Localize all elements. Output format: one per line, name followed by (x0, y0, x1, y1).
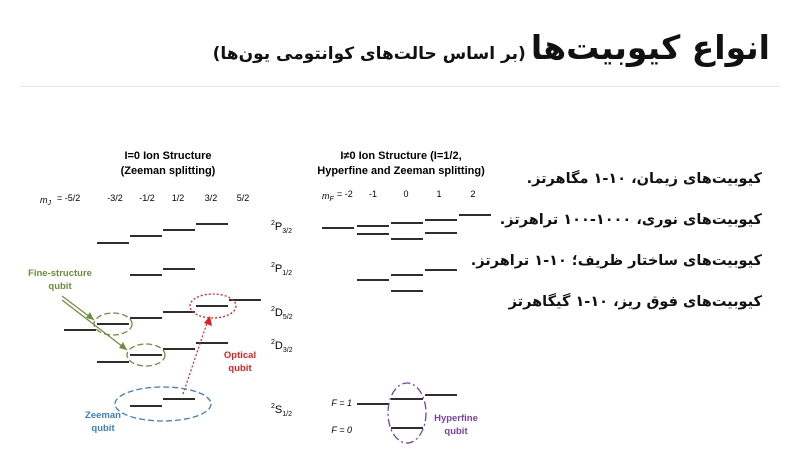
right-title-line1: I≠0 Ion Structure (I=1/2, (340, 150, 462, 162)
fine-structure-label-2: qubit (48, 281, 72, 292)
mf-value: 2 (470, 189, 476, 199)
optical-arrow (183, 320, 208, 394)
f-label-1: F = 1 (331, 398, 352, 408)
level-label-2D3-2: $^2D_{3/2}$ (271, 339, 293, 354)
mf-value: 0 (403, 189, 409, 199)
left-title-line2: (Zeeman splitting) (120, 165, 216, 177)
level-label-2P1-2: $^2P_{1/2}$ (271, 262, 292, 277)
list-item: کیوبیت‌های فوق ریز، ۱۰-۱ گیگاهرتز (508, 294, 762, 310)
optical-label-2: qubit (228, 363, 252, 374)
mf-label: $m_F$ (322, 191, 334, 203)
left-title-line1: I=0 Ion Structure (124, 150, 212, 162)
hyperfine-ellipse (388, 383, 426, 443)
level-label-2S1-2: $^2S_{1/2}$ (271, 403, 292, 418)
title-main: انواع کیوبیت‌ها (530, 28, 770, 67)
mf-value: 1 (436, 189, 442, 199)
mf-value: = -2 (337, 189, 353, 199)
mj-value: = -5/2 (57, 193, 81, 203)
list-item: کیوبیت‌های زیمان، ۱۰-۱ مگاهرتز. (526, 171, 762, 187)
hyperfine-label-1: Hyperfine (434, 413, 478, 424)
level-label-2P3-2: $^2P_{3/2}$ (271, 220, 292, 235)
list-item: کیوبیت‌های نوری، ۱۰۰۰-۱۰۰ تراهرتز. (499, 212, 762, 228)
optical-label-1: Optical (223, 350, 257, 361)
level-label-2D5-2: $^2D_{5/2}$ (271, 306, 293, 321)
zeeman-ellipse (115, 387, 211, 421)
fine-structure-arrow (62, 300, 127, 350)
title-subtitle: (بر اساس حالت‌های کوانتومی یون‌ها) (212, 44, 526, 64)
hyperfine-label-2: qubit (444, 426, 468, 437)
qubit-types-list (471, 168, 762, 332)
f-label-0: F = 0 (331, 425, 352, 435)
right-energy-levels (322, 215, 491, 428)
arrowhead (119, 342, 127, 350)
mj-value: 3/2 (204, 193, 218, 203)
mf-value: -1 (368, 189, 378, 199)
left-energy-levels (64, 224, 261, 406)
fine-structure-label-1: Fine-structure (28, 268, 92, 279)
zeeman-label-1: Zeeman (85, 410, 121, 421)
zeeman-label-2: qubit (91, 423, 115, 434)
mj-value: -3/2 (107, 193, 123, 203)
mj-value: 5/2 (236, 193, 250, 203)
mj-value: 1/2 (171, 193, 185, 203)
mj-value: -1/2 (139, 193, 155, 203)
list-item: کیوبیت‌های ساختار ظریف؛ ۱۰-۱ تراهرتز. (470, 253, 762, 269)
mj-label: $m_J$ (40, 195, 51, 207)
right-title-line2: Hyperfine and Zeeman splitting) (317, 165, 485, 177)
